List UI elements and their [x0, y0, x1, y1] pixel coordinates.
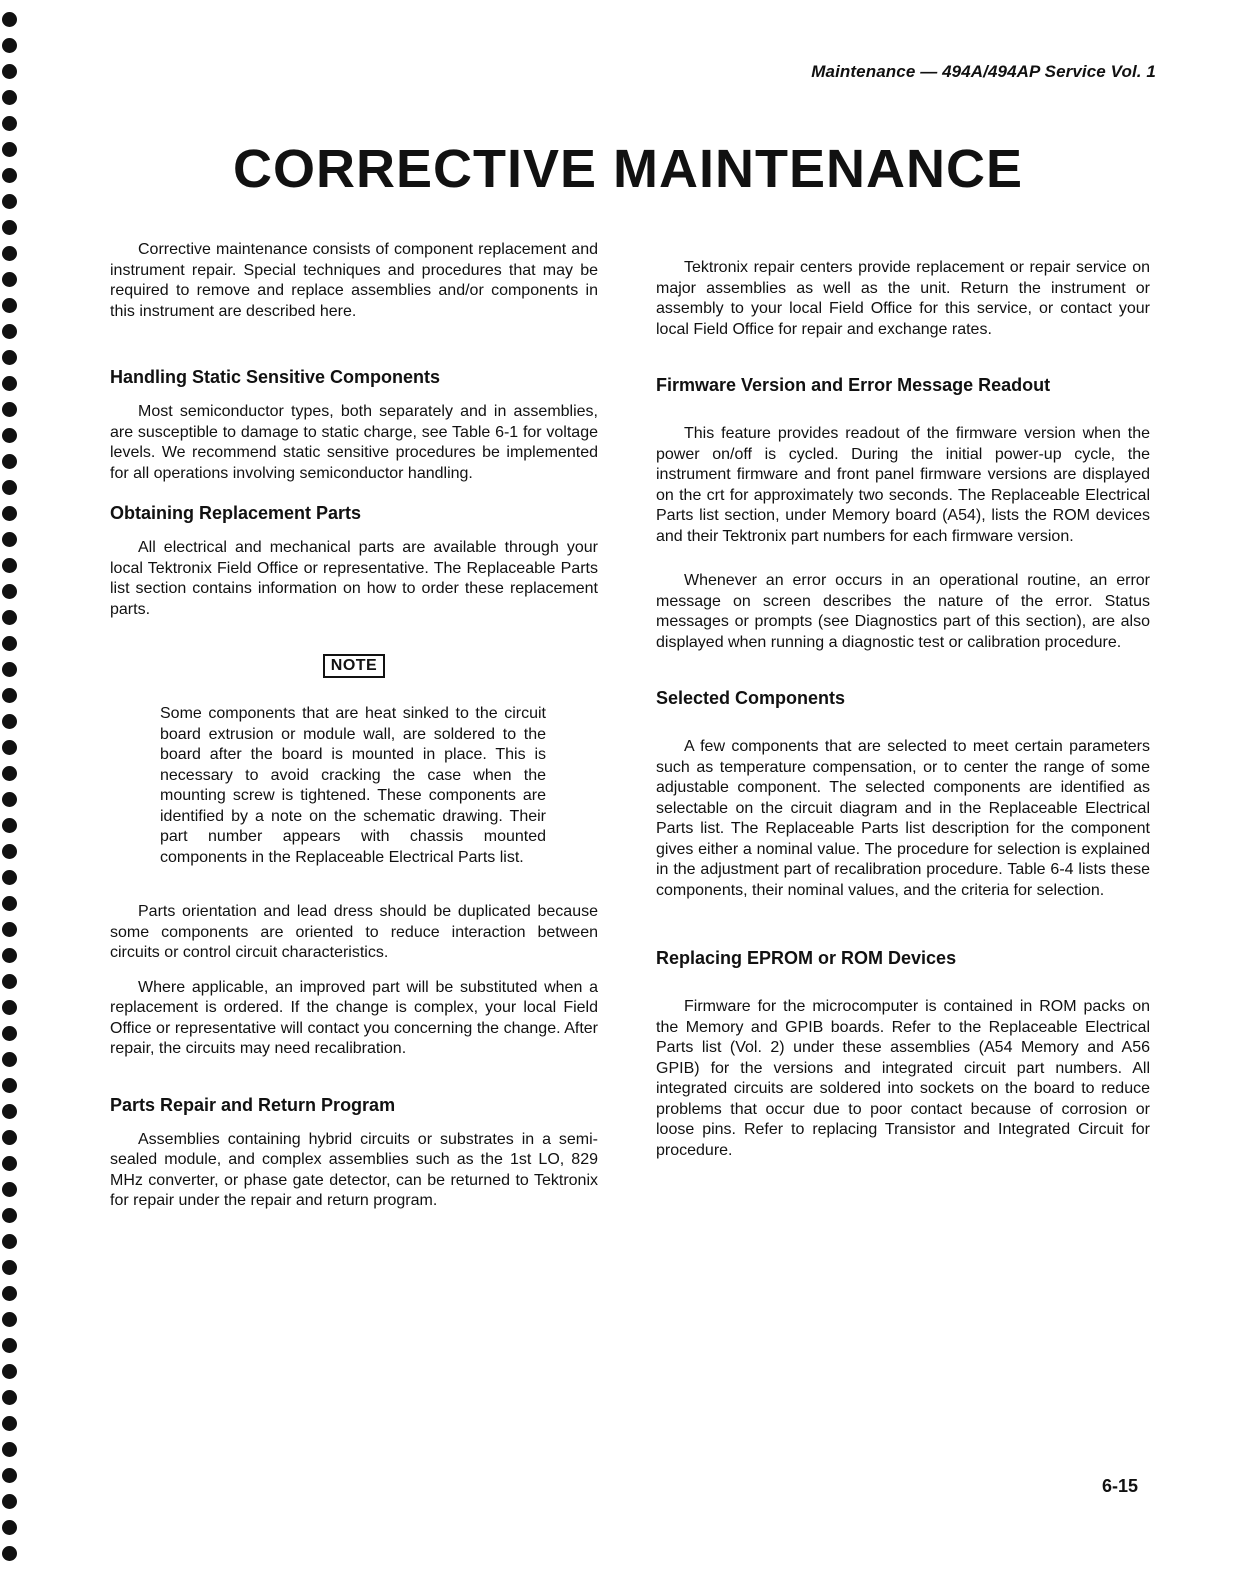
binding-hole [2, 584, 17, 599]
binding-hole [2, 116, 17, 131]
binding-hole [2, 64, 17, 79]
binding-hole [2, 948, 17, 963]
binding-hole [2, 1286, 17, 1301]
section-heading-repair: Parts Repair and Return Program [110, 1094, 396, 1115]
repair-paragraph: Assemblies containing hybrid circuits or substrates in a semi-sealed module, and complex assemblies such as the 1st LO, 829 MHz converter, or phase gate detector, can be returned to Tektronix for repair under the repair and return program. [110, 1130, 598, 1209]
binding-hole [2, 818, 17, 833]
parts-paragraph: All electrical and mechanical parts are available through your local Tektronix Field Office or representative. The Replaceable Parts list section contains information on how to order these replacement parts. [110, 539, 598, 618]
intro-paragraph: Corrective maintenance consists of component replacement and instrument repair. Special techniques and procedures that may be required to remove and replace assemblies and/or components in this instrument are described here. [110, 241, 598, 320]
binding-hole [2, 1052, 17, 1067]
section-heading-eprom: Replacing EPROM or ROM Devices [656, 948, 957, 968]
error-message-paragraph: Whenever an error occurs in an operational routine, an error message on screen describes the nature of the error. Status messages or prompts (see Diagnostics part of this section), are also displayed when running a diagnostic test or calibration procedure. [656, 572, 1150, 651]
binding-hole [2, 220, 17, 235]
binding-hole [2, 376, 17, 391]
binding-hole [2, 246, 17, 261]
binding-hole [2, 1000, 17, 1015]
firmware-paragraph: This feature provides readout of the firmware version when the power on/off is cycled. During the initial power-up cycle, the instrument firmware and front panel firmware versions are displayed on the crt for approximately two seconds. The Replaceable Electrical Parts list section, under Memory board (A54), lists the ROM devices and their Tektronix part numbers for each firmware version. [656, 425, 1150, 545]
binding-hole [2, 1312, 17, 1327]
binding-hole [2, 1390, 17, 1405]
binding-hole [2, 1156, 17, 1171]
binding-hole [2, 272, 17, 287]
binding-hole [2, 636, 17, 651]
binding-hole [2, 532, 17, 547]
binding-hole [2, 610, 17, 625]
binding-hole [2, 454, 17, 469]
note-badge: NOTE [323, 654, 385, 678]
binding-hole [2, 1546, 17, 1561]
binding-hole [2, 1182, 17, 1197]
section-heading-selected: Selected Components [656, 688, 846, 708]
repair-centers-paragraph: Tektronix repair centers provide replacement or repair service on major assemblies as well as the unit. Return the instrument or assembly to your local Field Office for this service, or contact your local Field Office for repair and exchange rates. [656, 259, 1150, 338]
binding-hole [2, 974, 17, 989]
binding-hole [2, 792, 17, 807]
binding-hole [2, 1208, 17, 1223]
binding-hole [2, 90, 17, 105]
running-header: Maintenance — 494A/494AP Service Vol. 1 [811, 62, 1156, 81]
binding-hole [2, 38, 17, 53]
binding-hole [2, 844, 17, 859]
binding-hole [2, 870, 17, 885]
binding-hole [2, 480, 17, 495]
binding-hole [2, 12, 17, 27]
binding-hole [2, 1520, 17, 1535]
note-paragraph: Some components that are heat sinked to the circuit board extrusion or module wall, are soldered to the board after the board is mounted in place. This is necessary to avoid cracking the case when the mounting screw is tightened. These components are identified by a note on the schematic drawing. Their part number appears with chassis mounted components in the Replaceable Electrical Parts list. [160, 705, 546, 866]
binding-hole [2, 766, 17, 781]
orientation-paragraph: Parts orientation and lead dress should be duplicated because some components are oriented to reduce interaction between circuits or control circuit characteristics. [110, 903, 598, 961]
selected-paragraph: A few components that are selected to meet certain parameters such as temperature compensation, or to center the range of some adjustable component. The selected components are identified as selectable on the circuit diagram and in the Replaceable Electrical Parts list. The Replaceable Parts list description for the component gives either a nominal value. The procedure for selection is explained in the adjustment part of recalibration procedure. Table 6-4 lists these components, their nominal values, and the criteria for selection. [656, 738, 1150, 899]
page-number: 6-15 [1101, 1476, 1138, 1496]
binding-hole [2, 506, 17, 521]
section-heading-static: Handling Static Sensitive Components [110, 367, 441, 387]
binding-hole [2, 1416, 17, 1431]
binding-hole [2, 740, 17, 755]
right-column [656, 240, 1150, 1161]
binding-hole [2, 1130, 17, 1145]
binding-hole [2, 688, 17, 703]
binding-hole [2, 1494, 17, 1509]
note-badge-wrapper [110, 654, 598, 678]
page-title: CORRECTIVE MAINTENANCE [232, 139, 1024, 199]
binding-hole [2, 324, 17, 339]
binding-hole [2, 428, 17, 443]
section-heading-firmware: Firmware Version and Error Message Readout [656, 375, 1051, 395]
binding-hole [2, 558, 17, 573]
binding-hole [2, 402, 17, 417]
binding-hole [2, 1442, 17, 1457]
left-column [110, 240, 598, 1212]
binding-hole [2, 1026, 17, 1041]
static-paragraph: Most semiconductor types, both separately and in assemblies, are susceptible to damage to static charge, see Table 6-1 for voltage levels. We recommend static sensitive procedures be implemented for all operations involving semiconductor handling. [110, 403, 598, 482]
binding-hole [2, 1468, 17, 1483]
eprom-paragraph: Firmware for the microcomputer is contained in ROM packs on the Memory and GPIB boards. Refer to the Replaceable Electrical Parts list (Vol. 2) under these assemblies (A54 Memory and A56 GPIB) for the versions and integrated circuit part numbers. All integrated circuits are soldered into sockets on the board to reduce problems that occur due to poor contact because of corrosion or loose pins. Refer to replacing Transistor and Integrated Circuit for procedure. [656, 998, 1150, 1159]
binding-hole [2, 1338, 17, 1353]
binding-hole [2, 1234, 17, 1249]
improved-part-paragraph: Where applicable, an improved part will be substituted when a replacement is ordered. If the change is complex, your local Field Office or representative will contact you concerning the change. After repair, the circuits may need recalibration. [110, 978, 598, 1057]
binding-hole [2, 922, 17, 937]
section-heading-parts: Obtaining Replacement Parts [110, 503, 362, 523]
binding-hole [2, 1260, 17, 1275]
binding-hole [2, 298, 17, 313]
binding-hole [2, 662, 17, 677]
binding-hole [2, 350, 17, 365]
binding-hole [2, 1364, 17, 1379]
binding-hole [2, 896, 17, 911]
binding-hole [2, 1104, 17, 1119]
binding-hole [2, 1078, 17, 1093]
binding-hole [2, 714, 17, 729]
binding-holes [2, 0, 18, 1584]
